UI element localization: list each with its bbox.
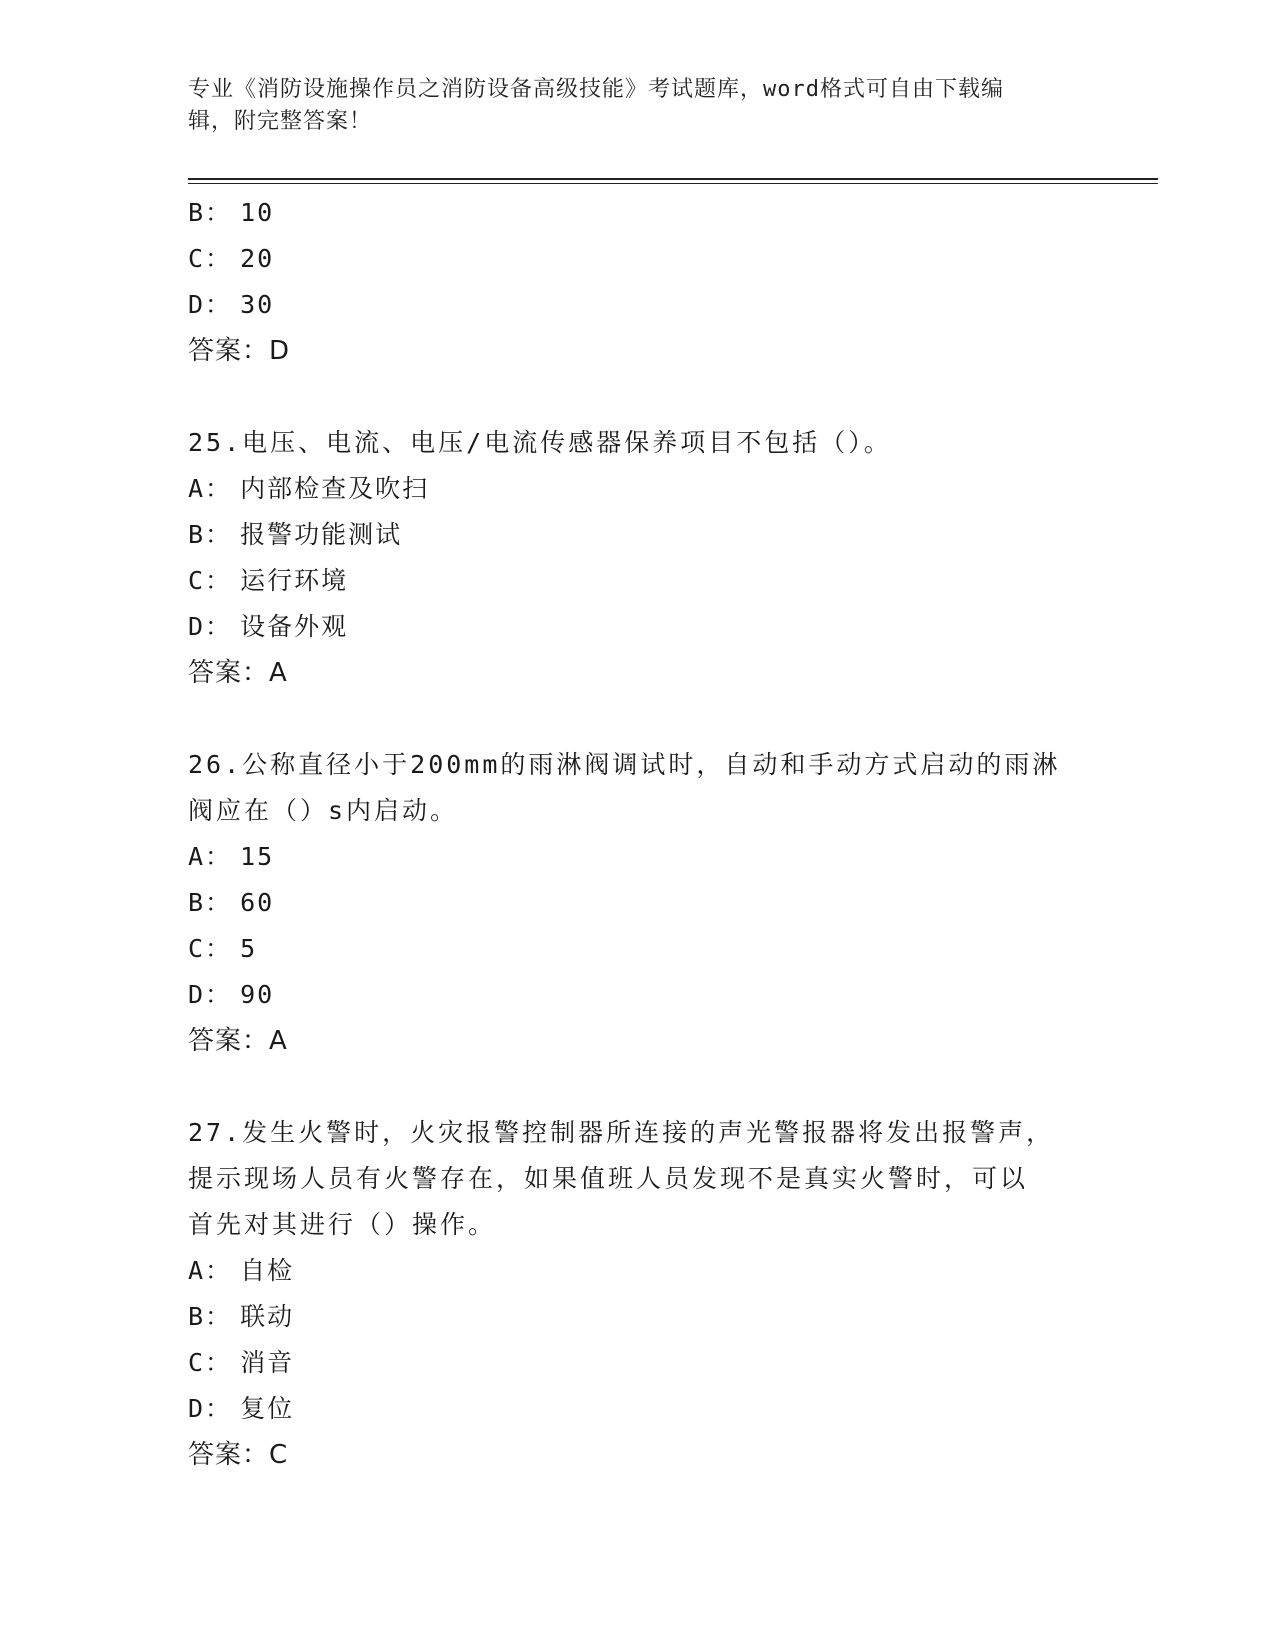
option-a bbox=[188, 466, 1088, 512]
answer-line: 答案：A bbox=[188, 1026, 288, 1056]
question-text bbox=[188, 420, 1068, 466]
option-b bbox=[188, 1294, 1088, 1340]
option-a bbox=[188, 834, 1088, 880]
option-c bbox=[188, 1340, 1088, 1386]
option-label: B： bbox=[188, 520, 233, 549]
option-label: A： bbox=[188, 1256, 233, 1285]
option-c bbox=[188, 236, 1088, 282]
option-d bbox=[188, 604, 1088, 650]
question-25 bbox=[188, 420, 1088, 696]
question-text bbox=[188, 742, 1068, 834]
option-label: D： bbox=[188, 290, 233, 319]
option-label: B： bbox=[188, 1302, 233, 1331]
option-label: C： bbox=[188, 244, 233, 273]
question-26 bbox=[188, 742, 1088, 1064]
option-label: D： bbox=[188, 612, 233, 641]
option-text: 5 bbox=[240, 934, 258, 963]
option-text: 设备外观 bbox=[240, 612, 349, 641]
option-text: 15 bbox=[240, 842, 275, 871]
option-label: C： bbox=[188, 1348, 233, 1377]
option-c bbox=[188, 926, 1088, 972]
question-text-line: 27.发生火警时，火灾报警控制器所连接的声光警报器将发出报警声， bbox=[188, 1118, 1055, 1147]
option-c bbox=[188, 558, 1088, 604]
option-text: 20 bbox=[240, 244, 275, 273]
option-text: 60 bbox=[240, 888, 275, 917]
option-d bbox=[188, 282, 1088, 328]
question-text bbox=[188, 1110, 1068, 1248]
option-label: D： bbox=[188, 1394, 233, 1423]
answer-line: 答案：A bbox=[188, 658, 288, 688]
option-text: 复位 bbox=[240, 1394, 295, 1423]
document-page bbox=[188, 0, 1158, 1650]
option-a bbox=[188, 1248, 1088, 1294]
question-24-continued bbox=[188, 190, 1088, 374]
question-text-line: 首先对其进行（）操作。 bbox=[188, 1210, 497, 1239]
option-text: 10 bbox=[240, 198, 275, 227]
option-label: A： bbox=[188, 842, 233, 871]
answer-line: 答案：C bbox=[188, 1440, 289, 1470]
answer-line: 答案：D bbox=[188, 336, 291, 366]
header-line-1: 专业《消防设施操作员之消防设备高级技能》考试题库，word格式可自由下载编 bbox=[188, 77, 1004, 102]
option-text: 自检 bbox=[240, 1256, 295, 1285]
question-list bbox=[188, 190, 1088, 1478]
option-text: 90 bbox=[240, 980, 275, 1009]
question-27 bbox=[188, 1110, 1088, 1478]
header-line-2: 辑，附完整答案！ bbox=[188, 109, 373, 134]
option-d bbox=[188, 1386, 1088, 1432]
option-text: 消音 bbox=[240, 1348, 295, 1377]
question-text-line: 25.电压、电流、电压/电流传感器保养项目不包括（）。 bbox=[188, 428, 892, 457]
option-text: 内部检查及吹扫 bbox=[240, 474, 430, 503]
option-label: B： bbox=[188, 198, 233, 227]
option-b bbox=[188, 880, 1088, 926]
option-b bbox=[188, 190, 1088, 236]
document-header bbox=[188, 74, 1068, 138]
option-label: B： bbox=[188, 888, 233, 917]
header-divider-thick bbox=[188, 178, 1158, 180]
option-label: A： bbox=[188, 474, 233, 503]
option-label: C： bbox=[188, 934, 233, 963]
option-label: D： bbox=[188, 980, 233, 1009]
header-divider-thin bbox=[188, 183, 1158, 184]
option-text: 30 bbox=[240, 290, 275, 319]
option-text: 报警功能测试 bbox=[240, 520, 403, 549]
question-text-line: 阀应在（）s内启动。 bbox=[188, 796, 459, 825]
option-d bbox=[188, 972, 1088, 1018]
option-b bbox=[188, 512, 1088, 558]
question-text-line: 提示现场人员有火警存在，如果值班人员发现不是真实火警时，可以 bbox=[188, 1164, 1029, 1193]
option-label: C： bbox=[188, 566, 233, 595]
option-text: 联动 bbox=[240, 1302, 295, 1331]
option-text: 运行环境 bbox=[240, 566, 349, 595]
question-text-line: 26.公称直径小于200mm的雨淋阀调试时，自动和手动方式启动的雨淋 bbox=[188, 750, 1061, 779]
